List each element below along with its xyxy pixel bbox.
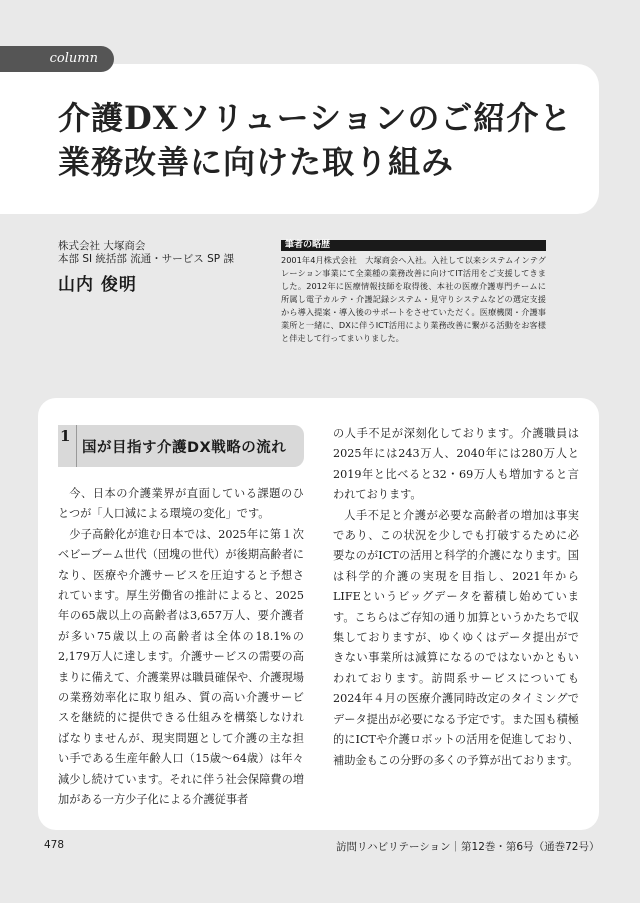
author-org-2: 本部 SI 統括部 流通・サービス SP 課 [58, 253, 234, 265]
author-block [58, 240, 234, 295]
title-line-1: 介護DXソリューションのご紹介と [58, 99, 573, 137]
journal-info: 訪問リハビリテーション｜第12巻・第6号（通巻72号） [336, 841, 600, 853]
bio-text: 2001年4月株式会社 大塚商会へ入社。入社して以来システムインテグレーション事業にて全業種の業務改善に向けてIT活用をご支援してきました。2012年に医療情報技師を取得後、本社の医療介護専門チームに所属し電子カルテ・介護記録システム・見守りシステムなどの選定支援から導入提案・導入後のサポートをさせていただく。医療機関・介護事業所と一緒に、DXに伴うICT活用により業務改善に繋がる活動をお客様と伴走して行ってまいりました。 [281, 255, 546, 343]
author-name: 山内 俊明 [58, 275, 137, 295]
paragraph: 今、日本の介護業界が直面している課題のひとつが「人口減による環境の変化」です。 [58, 487, 304, 521]
body-column-right [333, 424, 579, 771]
bio-heading: 筆者の略歴 [281, 240, 546, 251]
title-line-2: 業務改善に向けた取り組み [58, 143, 455, 181]
paragraph: 少子高齢化が進む日本では、2025年に第１次ベビーブーム世代（団塊の世代）が後期高齢者になり、医療や介護サービスを圧迫すると予想されています。厚生労働省の推計によると、2025年の65歳以上の高齢者は3,657万人、要介護者が多い75歳以上の高齢者は全体の18.1%の2,179万人に達します。介護サービスの需要の高まりに備えて、介護業界は職員確保や、介護現場の業務効率化に取り組み、質の高い介護サービスを継続的に提供できる仕組みを構築しなければなりませんが、現実問題として介護の主な担い手である生産年齢人口（15歳～64歳）は年々減少し続けています。それに伴う社会保障費の増加がある一方少子化による介護従事者 [58, 527, 304, 807]
section-number [58, 425, 77, 467]
paragraph: 人手不足と介護が必要な高齢者の増加は事実であり、この状況を少しでも打破するために必要なのがICTの活用と科学的介護になります。国は科学的介護の実現を目指し、2021年からLIFEというビッグデータを蓄積し始めています。こちらはご存知の通り加算というかたちで収集しておりますが、ゆくゆくはデータ提出ができない事業所は減算になるのではないかともいわれております。訪問系サービスについても2024年４月の医療介護同時改定のタイミングでデータ提出が必要になる予定です。また国も積極的にICTや介護ロボットの活用を促進しており、補助金もこの分野の多くの予算が出ております。 [333, 508, 579, 767]
author-org-1: 株式会社 大塚商会 [58, 240, 146, 252]
section-title: 国が目指す介護DX戦略の流れ [82, 440, 287, 456]
page-number: 478 [44, 839, 65, 851]
column-tag: column [0, 46, 114, 72]
body-column-left [58, 484, 304, 811]
section-number-text: 1 [60, 427, 71, 445]
paragraph: の人手不足が深刻化しております。介護職員は2025年には243万人、2040年には280万人と2019年と比べると32・69万人も増加すると言われております。 [333, 427, 579, 502]
article-title [58, 96, 572, 184]
author-bio [281, 240, 546, 345]
